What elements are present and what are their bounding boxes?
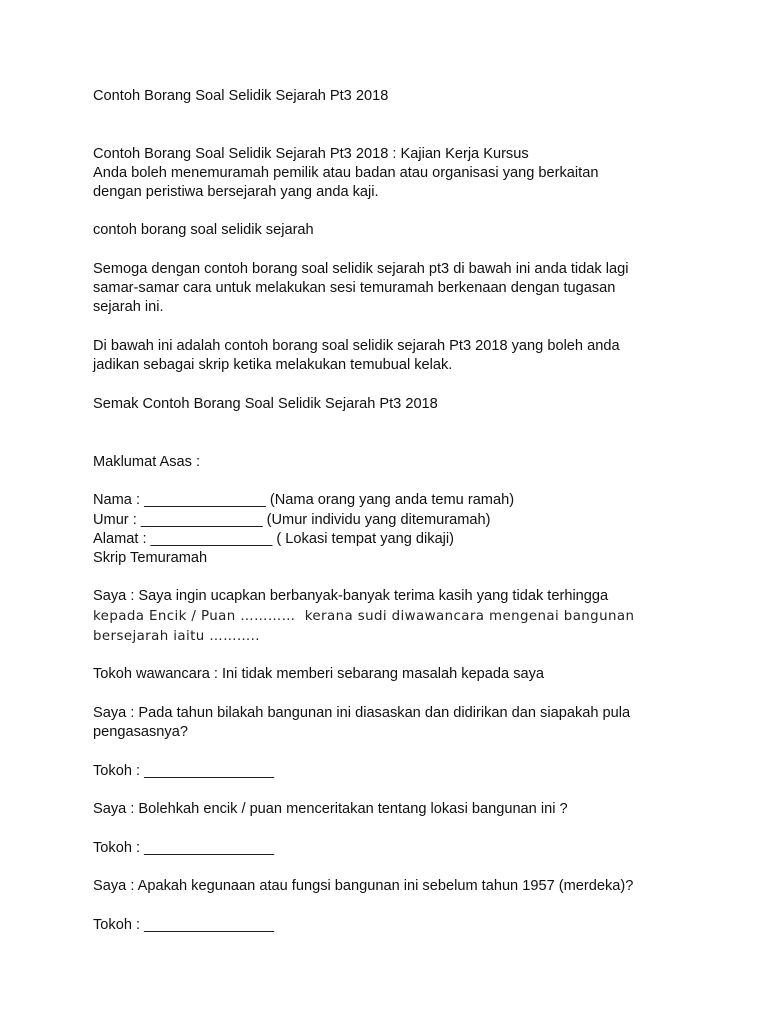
paragraph-2-line-1: Di bawah ini adalah contoh borang soal selidik sejarah Pt3 2018 yang boleh anda — [93, 338, 620, 354]
field-nama: Nama : _______________ (Nama orang yang anda temu ramah) — [93, 492, 515, 508]
saya-2-line-1: Saya : Pada tahun bilakah bangunan ini diasaskan dan didirikan dan siapakah pula — [93, 705, 631, 721]
saya-1-line-2: kepada Encik / Puan ………… kerana sudi diwawancara mengenai bangunan — [93, 609, 635, 624]
paragraph-1-line-2: samar-samar cara untuk melakukan sesi temuramah berkenaan dengan tugasan — [93, 280, 616, 296]
semak-heading: Semak Contoh Borang Soal Selidik Sejarah Pt3 2018 — [93, 396, 438, 412]
tokoh-answer-1: Tokoh : ________________ — [93, 763, 274, 779]
saya-1-line-3: bersejarah iaitu ……….. — [93, 629, 260, 644]
saya-2-line-2: pengasasnya? — [93, 724, 188, 740]
tokoh-wawancara-line: Tokoh wawancara : Ini tidak memberi sebarang masalah kepada saya — [93, 666, 545, 682]
paragraph-2-line-2: jadikan sebagai skrip ketika melakukan temubual kelak. — [93, 357, 453, 373]
field-alamat: Alamat : _______________ ( Lokasi tempat yang dikaji) — [93, 531, 455, 547]
intro-line-2: dengan peristiwa bersejarah yang anda kaji. — [93, 184, 379, 200]
document-title: Contoh Borang Soal Selidik Sejarah Pt3 2018 — [93, 88, 389, 104]
saya-1-line-1: Saya : Saya ingin ucapkan berbanyak-banyak terima kasih yang tidak terhingga — [93, 588, 609, 604]
skrip-temuramah-heading: Skrip Temuramah — [93, 550, 208, 566]
intro-heading: Contoh Borang Soal Selidik Sejarah Pt3 2018 : Kajian Kerja Kursus — [93, 146, 529, 162]
field-umur: Umur : _______________ (Umur individu yang ditemuramah) — [93, 512, 491, 528]
maklumat-asas-heading: Maklumat Asas : — [93, 454, 201, 470]
paragraph-1-line-3: sejarah ini. — [93, 299, 164, 315]
intro-line-1: Anda boleh menemuramah pemilik atau badan atau organisasi yang berkaitan — [93, 165, 599, 181]
subheading: contoh borang soal selidik sejarah — [93, 222, 314, 238]
tokoh-answer-2: Tokoh : ________________ — [93, 840, 274, 856]
tokoh-answer-3: Tokoh : ________________ — [93, 917, 274, 933]
saya-4-line: Saya : Apakah kegunaan atau fungsi bangunan ini sebelum tahun 1957 (merdeka)? — [93, 878, 634, 894]
saya-3-line: Saya : Bolehkah encik / puan menceritakan tentang lokasi bangunan ini ? — [93, 801, 568, 817]
paragraph-1-line-1: Semoga dengan contoh borang soal selidik sejarah pt3 di bawah ini anda tidak lagi — [93, 261, 629, 277]
